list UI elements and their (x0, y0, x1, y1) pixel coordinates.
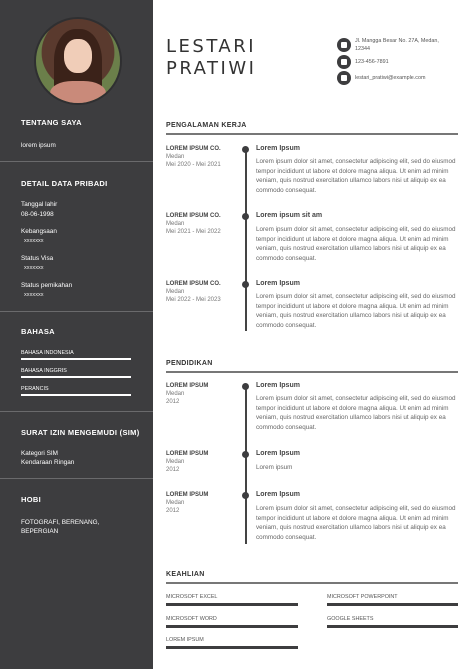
location-icon (337, 38, 351, 52)
entry-body: Lorem ipsum (256, 464, 293, 471)
skill-label: LOREM IPSUM (166, 637, 204, 643)
hobbies-text: FOTOGRAFI, BERENANG, BEPERGIAN (21, 519, 100, 535)
entry-period: Mei 2022 - Mei 2023 (166, 297, 221, 303)
marital-label: Status pemikahan (21, 282, 73, 289)
experience-divider (166, 133, 458, 135)
visa-value: xxxxxxx (24, 265, 44, 271)
entry-title: Lorem Ipsum (256, 145, 300, 152)
timeline-dot (242, 213, 249, 220)
entry-body: Lorem ipsum dolor sit amet, consectetur adipiscing elit, sed do eiusmod tempor incididunt ut labore et dolore magna aliqua. Ut enim ad minim veniam, quis nostrud exercitation ullamco labors nisi ut aliquip ex ea commodo consequat. (256, 226, 456, 262)
license-type: Kendaraan Ringan (21, 459, 75, 466)
timeline-dot (242, 146, 249, 153)
entry-period: Mei 2021 - Mei 2022 (166, 229, 221, 235)
skill-label: GOOGLE SHEETS (327, 616, 374, 622)
sidebar (0, 0, 153, 669)
education-heading: PENDIDIKAN (166, 360, 213, 367)
experience-timeline (245, 149, 247, 331)
entry-body: Lorem ipsum dolor sit amet, consectetur adipiscing elit, sed do eiusmod tempor incididunt ut labore et dolore magna aliqua. Ut enim ad minim veniam, quis nostrud exercitation ullamco labors nisi ut aliquip ex ea commodo consequat. (256, 158, 456, 194)
photo-face (64, 39, 92, 73)
entry-title: Lorem ipsum sit am (256, 212, 323, 219)
education-divider (166, 371, 458, 373)
entry-period: 2012 (166, 399, 180, 405)
entry-org: LOREM IPSUM CO. (166, 146, 221, 152)
entry-title: Lorem Ipsum (256, 450, 300, 457)
entry-body: Lorem ipsum dolor sit amet, consectetur adipiscing elit, sed do eiusmod tempor incididunt ut labore et dolore magna aliqua. Ut enim ad minim veniam, quis nostrud exercitation ullamco labors nisi ut aliquip ex ea commodo consequat. (256, 395, 456, 431)
language-level-bar (21, 394, 131, 396)
entry-body: Lorem ipsum dolor sit amet, consectetur adipiscing elit, sed do eiusmod tempor incididunt ut labore et dolore magna aliqua. Ut enim ad minim veniam, quis nostrud exercitation ullamco labors nisi ut aliquip ex ea commodo consequat. (256, 505, 456, 541)
email-icon (337, 71, 351, 85)
skill-label: MICROSOFT POWERPOINT (327, 594, 398, 600)
personal-heading: DETAIL DATA PRIBADI (21, 179, 108, 188)
visa-label: Status Visa (21, 255, 54, 262)
entry-city: Medan (166, 154, 185, 160)
about-heading: TENTANG SAYA (21, 118, 82, 127)
skill-label: MICROSOFT WORD (166, 616, 217, 622)
name-last: PRATIWI (166, 58, 257, 79)
timeline-dot (242, 492, 249, 499)
sidebar-divider (0, 161, 153, 162)
birthdate-value: 08-06-1998 (21, 211, 54, 218)
entry-org: LOREM IPSUM (166, 383, 209, 389)
nationality-label: Kebangsaan (21, 228, 57, 235)
birthdate-label: Tanggal lahir (21, 201, 58, 208)
entry-org: LOREM IPSUM CO. (166, 213, 221, 219)
skill-level-bar (166, 603, 298, 606)
entry-period: 2012 (166, 467, 180, 473)
entry-org: LOREM IPSUM CO. (166, 281, 221, 287)
timeline-dot (242, 451, 249, 458)
entry-period: 2012 (166, 508, 180, 514)
skill-label: MICROSOFT EXCEL (166, 594, 218, 600)
entry-city: Medan (166, 391, 185, 397)
sidebar-divider (0, 311, 153, 312)
entry-city: Medan (166, 289, 185, 295)
photo-shirt (50, 81, 106, 105)
entry-title: Lorem Ipsum (256, 491, 300, 498)
contact-email[interactable]: lestari_pratiwi@example.com (355, 75, 426, 81)
education-timeline (245, 386, 247, 544)
license-category: Kategori SIM (21, 450, 58, 457)
languages-heading: BAHASA (21, 327, 55, 336)
sidebar-divider (0, 478, 153, 479)
entry-body: Lorem ipsum dolor sit amet, consectetur adipiscing elit, sed do eiusmod tempor incididunt ut labore et dolore magna aliqua. Ut enim ad minim veniam, quis nostrud exercitation ullamco labors nisi ut aliquip ex ea commodo consequat. (256, 293, 456, 329)
skill-level-bar (166, 625, 298, 628)
hobbies-heading: HOBI (21, 495, 41, 504)
entry-org: LOREM IPSUM (166, 492, 209, 498)
language-level-bar (21, 376, 131, 378)
nationality-value: xxxxxxx (24, 238, 44, 244)
sidebar-divider (0, 411, 153, 412)
entry-city: Medan (166, 221, 185, 227)
phone-icon (337, 55, 351, 69)
entry-city: Medan (166, 459, 185, 465)
skills-heading: KEAHLIAN (166, 571, 205, 578)
license-heading: SURAT IZIN MENGEMUDI (SIM) (21, 428, 140, 437)
entry-city: Medan (166, 500, 185, 506)
entry-title: Lorem Ipsum (256, 280, 300, 287)
skills-divider (166, 582, 458, 584)
contact-phone: 123-456-7891 (355, 59, 389, 65)
marital-value: xxxxxxx (24, 292, 44, 298)
entry-org: LOREM IPSUM (166, 451, 209, 457)
language-label: BAHASA INGGRIS (21, 368, 67, 374)
name-first: LESTARI (166, 36, 257, 57)
language-level-bar (21, 358, 131, 360)
language-label: PERANCIS (21, 386, 49, 392)
entry-title: Lorem Ipsum (256, 382, 300, 389)
language-label: BAHASA INDONESIA (21, 350, 74, 356)
entry-period: Mei 2020 - Mei 2021 (166, 162, 221, 168)
contact-address: Jl. Mangga Besar No. 27A, Medan, 12344 (355, 38, 439, 52)
experience-heading: PENGALAMAN KERJA (166, 122, 247, 129)
profile-photo (34, 17, 122, 105)
timeline-dot (242, 281, 249, 288)
timeline-dot (242, 383, 249, 390)
skill-level-bar (327, 603, 458, 606)
skill-level-bar (166, 646, 298, 649)
skill-level-bar (327, 625, 458, 628)
about-text: lorem ipsum (21, 142, 56, 149)
